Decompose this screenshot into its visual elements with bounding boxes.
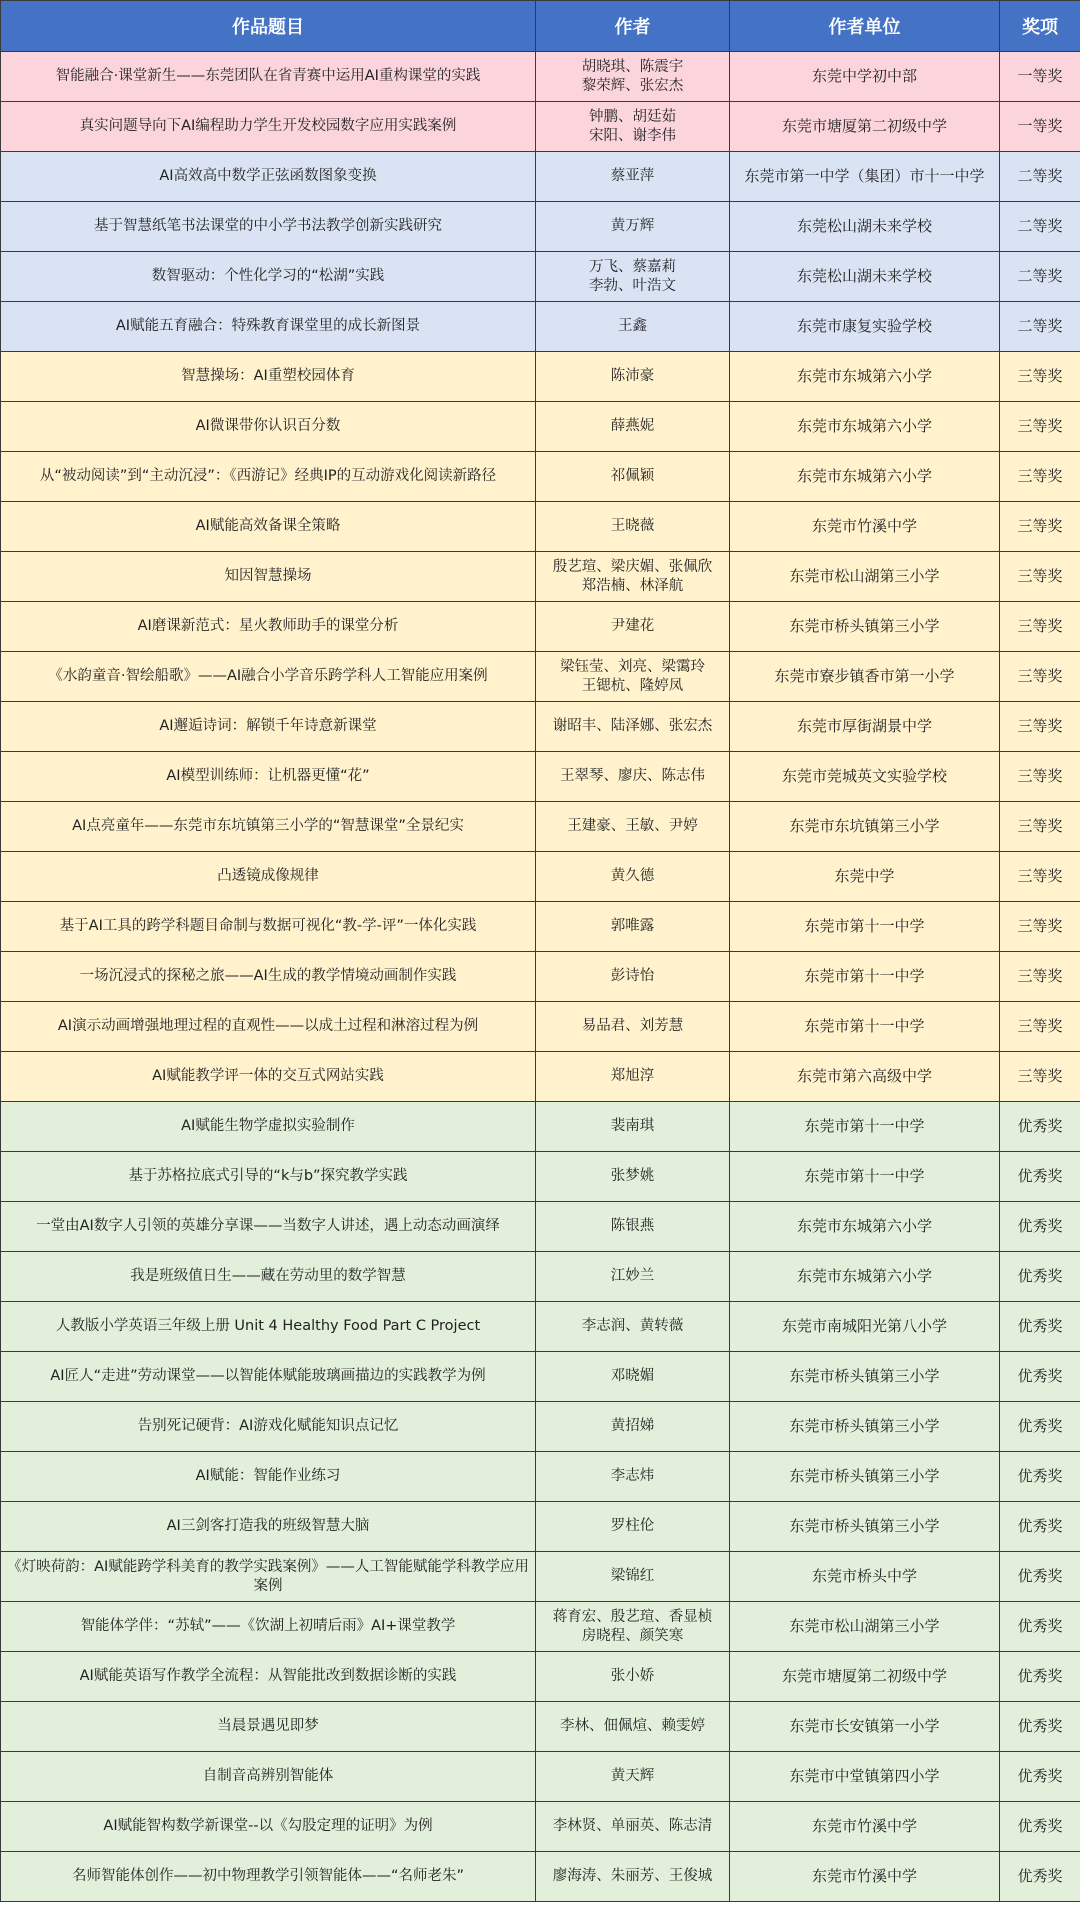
cell-award: 三等奖 <box>1000 902 1080 952</box>
cell-award: 优秀奖 <box>1000 1252 1080 1302</box>
table-row <box>1 1302 1080 1352</box>
table-row <box>1 1202 1080 1252</box>
cell-authors: 廖海涛、朱丽芳、王俊城 <box>536 1852 730 1902</box>
table-row <box>1 402 1080 452</box>
cell-unit: 东莞市塘厦第二初级中学 <box>730 102 1000 152</box>
cell-title: 基于AI工具的跨学科题目命制与数据可视化“教-学-评”一体化实践 <box>1 902 536 952</box>
cell-authors: 胡晓琪、陈震宇 黎荣辉、张宏杰 <box>536 52 730 102</box>
table-row <box>1 502 1080 552</box>
cell-title: 名师智能体创作——初中物理教学引领智能体——“名师老朱” <box>1 1852 536 1902</box>
table-row <box>1 1852 1080 1902</box>
cell-title: AI赋能高效备课全策略 <box>1 502 536 552</box>
cell-authors: 黄万辉 <box>536 202 730 252</box>
cell-authors: 梁钰莹、刘亮、梁霭玲 王锶杭、隆婷凤 <box>536 652 730 702</box>
cell-award: 三等奖 <box>1000 852 1080 902</box>
cell-unit: 东莞市桥头镇第三小学 <box>730 1502 1000 1552</box>
cell-award: 三等奖 <box>1000 552 1080 602</box>
cell-authors: 薛燕妮 <box>536 402 730 452</box>
cell-title: 一堂由AI数字人引领的英雄分享课——当数字人讲述，遇上动态动画演绎 <box>1 1202 536 1252</box>
table-row <box>1 1002 1080 1052</box>
cell-title: AI点亮童年——东莞市东坑镇第三小学的“智慧课堂”全景纪实 <box>1 802 536 852</box>
cell-title: 《灯映荷韵：AI赋能跨学科美育的教学实践案例》——人工智能赋能学科教学应用案例 <box>1 1552 536 1602</box>
cell-award: 三等奖 <box>1000 702 1080 752</box>
cell-award: 优秀奖 <box>1000 1552 1080 1602</box>
cell-unit: 东莞市南城阳光第八小学 <box>730 1302 1000 1352</box>
cell-unit: 东莞市长安镇第一小学 <box>730 1702 1000 1752</box>
cell-award: 三等奖 <box>1000 402 1080 452</box>
cell-authors: 易品君、刘芳慧 <box>536 1002 730 1052</box>
cell-award: 三等奖 <box>1000 352 1080 402</box>
cell-title: 一场沉浸式的探秘之旅——AI生成的教学情境动画制作实践 <box>1 952 536 1002</box>
cell-unit: 东莞中学 <box>730 852 1000 902</box>
cell-title: AI邂逅诗词：解锁千年诗意新课堂 <box>1 702 536 752</box>
table-row <box>1 452 1080 502</box>
cell-unit: 东莞市第十一中学 <box>730 902 1000 952</box>
cell-award: 优秀奖 <box>1000 1352 1080 1402</box>
table-row <box>1 852 1080 902</box>
cell-unit: 东莞市竹溪中学 <box>730 1802 1000 1852</box>
cell-unit: 东莞市第十一中学 <box>730 952 1000 1002</box>
cell-authors: 彭诗怡 <box>536 952 730 1002</box>
cell-authors: 郭唯露 <box>536 902 730 952</box>
table-row <box>1 1702 1080 1752</box>
table-row <box>1 202 1080 252</box>
cell-title: AI高效高中数学正弦函数图象变换 <box>1 152 536 202</box>
cell-award: 优秀奖 <box>1000 1302 1080 1352</box>
cell-award: 优秀奖 <box>1000 1702 1080 1752</box>
cell-title: AI模型训练师：让机器更懂“花” <box>1 752 536 802</box>
cell-title: AI微课带你认识百分数 <box>1 402 536 452</box>
cell-unit: 东莞市东城第六小学 <box>730 1252 1000 1302</box>
table-row <box>1 1602 1080 1652</box>
table-row <box>1 1102 1080 1152</box>
header-authors: 作者 <box>536 1 730 52</box>
table-row <box>1 752 1080 802</box>
cell-award: 三等奖 <box>1000 802 1080 852</box>
cell-title: 《水韵童音·智绘船歌》——AI融合小学音乐跨学科人工智能应用案例 <box>1 652 536 702</box>
cell-authors: 蔡亚萍 <box>536 152 730 202</box>
cell-title: AI赋能英语写作教学全流程：从智能批改到数据诊断的实践 <box>1 1652 536 1702</box>
cell-award: 三等奖 <box>1000 502 1080 552</box>
table-row <box>1 1402 1080 1452</box>
cell-authors: 王翠琴、廖庆、陈志伟 <box>536 752 730 802</box>
table-row <box>1 1452 1080 1502</box>
table-row <box>1 1552 1080 1602</box>
cell-award: 三等奖 <box>1000 652 1080 702</box>
cell-authors: 谢昭丰、陆泽娜、张宏杰 <box>536 702 730 752</box>
table-row <box>1 652 1080 702</box>
cell-title: 智能融合·课堂新生——东莞团队在省青赛中运用AI重构课堂的实践 <box>1 52 536 102</box>
cell-title: AI赋能生物学虚拟实验制作 <box>1 1102 536 1152</box>
cell-unit: 东莞中学初中部 <box>730 52 1000 102</box>
cell-authors: 李志炜 <box>536 1452 730 1502</box>
cell-award: 优秀奖 <box>1000 1402 1080 1452</box>
cell-award: 优秀奖 <box>1000 1602 1080 1652</box>
table-row <box>1 252 1080 302</box>
cell-unit: 东莞市桥头中学 <box>730 1552 1000 1602</box>
cell-authors: 裴南琪 <box>536 1102 730 1152</box>
cell-unit: 东莞市第十一中学 <box>730 1002 1000 1052</box>
cell-title: 从“被动阅读”到“主动沉浸”：《西游记》经典IP的互动游戏化阅读新路径 <box>1 452 536 502</box>
table-row <box>1 302 1080 352</box>
cell-award: 三等奖 <box>1000 602 1080 652</box>
table-body <box>1 52 1080 1902</box>
cell-unit: 东莞松山湖未来学校 <box>730 252 1000 302</box>
table-row <box>1 602 1080 652</box>
cell-award: 优秀奖 <box>1000 1152 1080 1202</box>
cell-unit: 东莞市第一中学（集团）市十一中学 <box>730 152 1000 202</box>
cell-award: 优秀奖 <box>1000 1652 1080 1702</box>
cell-award: 三等奖 <box>1000 1002 1080 1052</box>
cell-award: 二等奖 <box>1000 252 1080 302</box>
table-row <box>1 1052 1080 1102</box>
table-row <box>1 1152 1080 1202</box>
cell-title: 基于苏格拉底式引导的“k与b”探究教学实践 <box>1 1152 536 1202</box>
cell-award: 优秀奖 <box>1000 1752 1080 1802</box>
cell-title: AI演示动画增强地理过程的直观性——以成土过程和淋溶过程为例 <box>1 1002 536 1052</box>
table-row <box>1 952 1080 1002</box>
cell-award: 二等奖 <box>1000 152 1080 202</box>
cell-title: AI赋能：智能作业练习 <box>1 1452 536 1502</box>
cell-title: AI赋能五育融合：特殊教育课堂里的成长新图景 <box>1 302 536 352</box>
cell-unit: 东莞市厚街湖景中学 <box>730 702 1000 752</box>
cell-authors: 李林、佃佩煊、赖雯婷 <box>536 1702 730 1752</box>
cell-unit: 东莞市第十一中学 <box>730 1102 1000 1152</box>
cell-award: 三等奖 <box>1000 952 1080 1002</box>
cell-unit: 东莞市康复实验学校 <box>730 302 1000 352</box>
cell-award: 三等奖 <box>1000 1052 1080 1102</box>
cell-award: 优秀奖 <box>1000 1452 1080 1502</box>
cell-authors: 黄招娣 <box>536 1402 730 1452</box>
cell-title: 智能体学伴：“苏轼”——《饮湖上初晴后雨》AI+课堂教学 <box>1 1602 536 1652</box>
cell-authors: 王建豪、王敏、尹婷 <box>536 802 730 852</box>
cell-unit: 东莞市松山湖第三小学 <box>730 1602 1000 1652</box>
cell-unit: 东莞市寮步镇香市第一小学 <box>730 652 1000 702</box>
cell-authors: 黄天辉 <box>536 1752 730 1802</box>
table-row <box>1 1252 1080 1302</box>
cell-unit: 东莞市中堂镇第四小学 <box>730 1752 1000 1802</box>
cell-authors: 钟鹏、胡廷茹 宋阳、谢李伟 <box>536 102 730 152</box>
cell-title: 当晨景遇见即梦 <box>1 1702 536 1752</box>
cell-title: 我是班级值日生——藏在劳动里的数学智慧 <box>1 1252 536 1302</box>
cell-unit: 东莞市竹溪中学 <box>730 502 1000 552</box>
table-row <box>1 152 1080 202</box>
cell-authors: 蒋育宏、殷艺瑄、香显桢 房晓程、颜笑寒 <box>536 1602 730 1652</box>
table-row <box>1 1502 1080 1552</box>
cell-authors: 祁佩颖 <box>536 452 730 502</box>
cell-award: 三等奖 <box>1000 452 1080 502</box>
cell-title: AI磨课新范式：星火教师助手的课堂分析 <box>1 602 536 652</box>
cell-unit: 东莞市莞城英文实验学校 <box>730 752 1000 802</box>
table-row <box>1 802 1080 852</box>
cell-authors: 殷艺瑄、梁庆媚、张佩欣 郑浩楠、林泽航 <box>536 552 730 602</box>
cell-title: 自制音高辨别智能体 <box>1 1752 536 1802</box>
cell-award: 三等奖 <box>1000 752 1080 802</box>
cell-title: 真实问题导向下AI编程助力学生开发校园数字应用实践案例 <box>1 102 536 152</box>
cell-unit: 东莞市桥头镇第三小学 <box>730 1352 1000 1402</box>
cell-authors: 郑旭淳 <box>536 1052 730 1102</box>
cell-award: 一等奖 <box>1000 102 1080 152</box>
cell-unit: 东莞市第十一中学 <box>730 1152 1000 1202</box>
cell-unit: 东莞市东城第六小学 <box>730 452 1000 502</box>
table-row <box>1 1752 1080 1802</box>
cell-title: AI匠人“走进”劳动课堂——以智能体赋能玻璃画描边的实践教学为例 <box>1 1352 536 1402</box>
cell-authors: 江妙兰 <box>536 1252 730 1302</box>
cell-unit: 东莞市桥头镇第三小学 <box>730 1402 1000 1452</box>
cell-title: 凸透镜成像规律 <box>1 852 536 902</box>
cell-award: 优秀奖 <box>1000 1202 1080 1252</box>
cell-title: 智慧操场：AI重塑校园体育 <box>1 352 536 402</box>
cell-award: 优秀奖 <box>1000 1802 1080 1852</box>
cell-award: 优秀奖 <box>1000 1102 1080 1152</box>
cell-unit: 东莞市桥头镇第三小学 <box>730 602 1000 652</box>
cell-authors: 尹建花 <box>536 602 730 652</box>
cell-unit: 东莞市塘厦第二初级中学 <box>730 1652 1000 1702</box>
table-row <box>1 352 1080 402</box>
header-title: 作品题目 <box>1 1 536 52</box>
table-row <box>1 1652 1080 1702</box>
cell-title: AI三剑客打造我的班级智慧大脑 <box>1 1502 536 1552</box>
cell-authors: 万飞、蔡嘉莉 李勃、叶浩文 <box>536 252 730 302</box>
cell-unit: 东莞市东城第六小学 <box>730 402 1000 452</box>
table-row <box>1 102 1080 152</box>
cell-title: 数智驱动：个性化学习的“松湖”实践 <box>1 252 536 302</box>
cell-authors: 王晓薇 <box>536 502 730 552</box>
cell-authors: 李林贤、单丽英、陈志清 <box>536 1802 730 1852</box>
cell-authors: 陈沛豪 <box>536 352 730 402</box>
table-row <box>1 552 1080 602</box>
table-row <box>1 902 1080 952</box>
cell-title: 知因智慧操场 <box>1 552 536 602</box>
cell-title: 告别死记硬背：AI游戏化赋能知识点记忆 <box>1 1402 536 1452</box>
header-unit: 作者单位 <box>730 1 1000 52</box>
table-row <box>1 702 1080 752</box>
header-row <box>1 1 1080 52</box>
cell-unit: 东莞市松山湖第三小学 <box>730 552 1000 602</box>
cell-authors: 张梦姚 <box>536 1152 730 1202</box>
cell-award: 优秀奖 <box>1000 1502 1080 1552</box>
cell-unit: 东莞市东坑镇第三小学 <box>730 802 1000 852</box>
table-row <box>1 52 1080 102</box>
cell-authors: 张小娇 <box>536 1652 730 1702</box>
cell-title: AI赋能智构数学新课堂--以《勾股定理的证明》为例 <box>1 1802 536 1852</box>
cell-award: 一等奖 <box>1000 52 1080 102</box>
cell-title: 人教版小学英语三年级上册 Unit 4 Healthy Food Part C Project <box>1 1302 536 1352</box>
cell-authors: 李志润、黄转薇 <box>536 1302 730 1352</box>
cell-authors: 王鑫 <box>536 302 730 352</box>
cell-authors: 陈银燕 <box>536 1202 730 1252</box>
cell-unit: 东莞市竹溪中学 <box>730 1852 1000 1902</box>
table-row <box>1 1802 1080 1852</box>
cell-unit: 东莞市桥头镇第三小学 <box>730 1452 1000 1502</box>
cell-authors: 邓晓媚 <box>536 1352 730 1402</box>
cell-unit: 东莞松山湖未来学校 <box>730 202 1000 252</box>
cell-authors: 黄久德 <box>536 852 730 902</box>
cell-unit: 东莞市东城第六小学 <box>730 1202 1000 1252</box>
cell-unit: 东莞市东城第六小学 <box>730 352 1000 402</box>
cell-award: 二等奖 <box>1000 202 1080 252</box>
cell-authors: 梁锦红 <box>536 1552 730 1602</box>
header-award: 奖项 <box>1000 1 1080 52</box>
cell-authors: 罗柱伦 <box>536 1502 730 1552</box>
cell-title: AI赋能教学评一体的交互式网站实践 <box>1 1052 536 1102</box>
table-row <box>1 1352 1080 1402</box>
cell-award: 二等奖 <box>1000 302 1080 352</box>
cell-unit: 东莞市第六高级中学 <box>730 1052 1000 1102</box>
cell-award: 优秀奖 <box>1000 1852 1080 1902</box>
cell-title: 基于智慧纸笔书法课堂的中小学书法教学创新实践研究 <box>1 202 536 252</box>
